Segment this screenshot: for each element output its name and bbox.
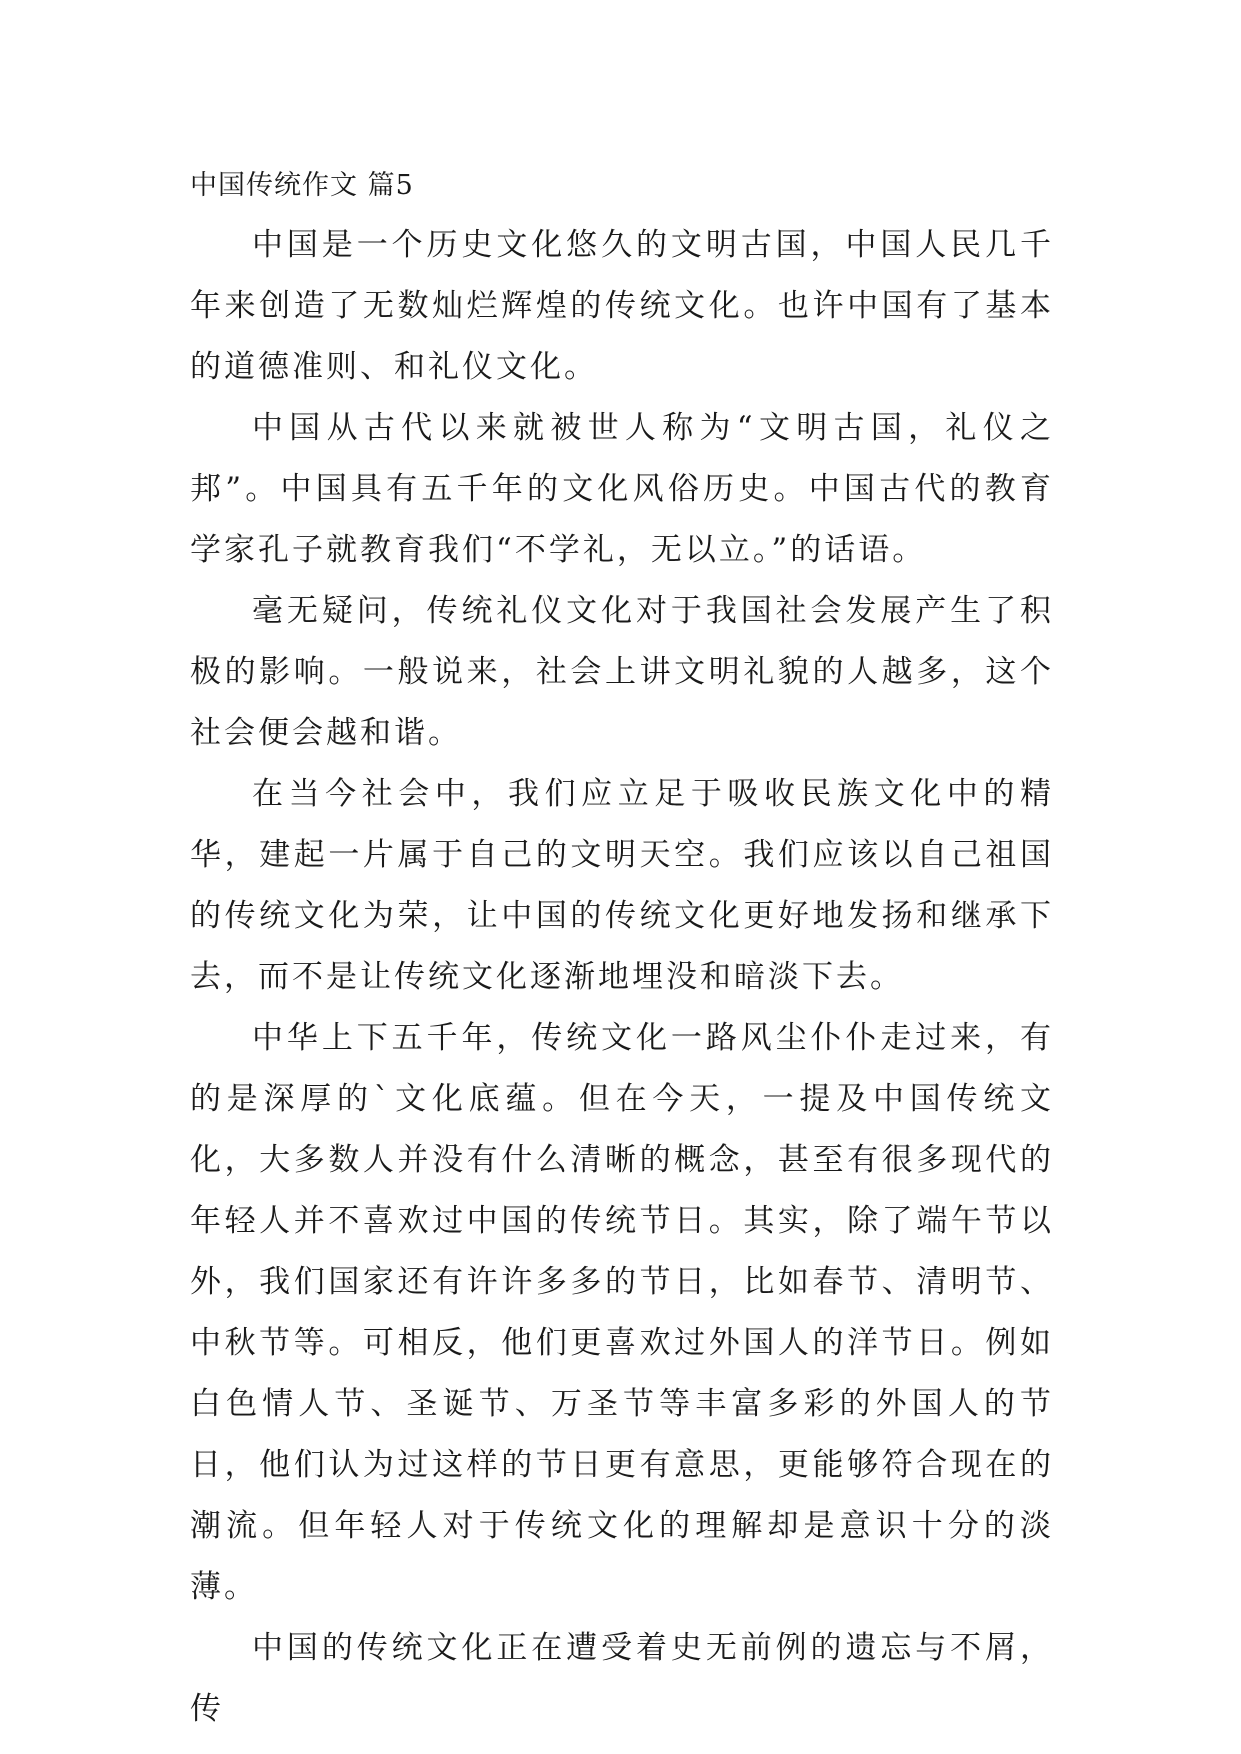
document-title: 中国传统作文 篇5	[190, 170, 414, 201]
document-body	[190, 215, 1054, 1740]
paragraph-2: 中国从古代以来就被世人称为“文明古国，礼仪之邦”。中国具有五千年的文化风俗历史。中国古代的教育学家孔子就教育我们“不学礼，无以立。”的话语。	[190, 410, 1054, 568]
paragraph-4: 在当今社会中，我们应立足于吸收民族文化中的精华，建起一片属于自己的文明天空。我们应该以自己祖国的传统文化为荣，让中国的传统文化更好地发扬和继承下去，而不是让传统文化逐渐地埋没和暗淡下去。	[190, 776, 1054, 995]
paragraph-6: 中国的传统文化正在遭受着史无前例的遗忘与不屑，传	[190, 1630, 1054, 1727]
paragraph-3: 毫无疑问，传统礼仪文化对于我国社会发展产生了积极的影响。一般说来，社会上讲文明礼貌的人越多，这个社会便会越和谐。	[190, 593, 1054, 751]
paragraph-5: 中华上下五千年，传统文化一路风尘仆仆走过来，有的是深厚的`文化底蕴。但在今天，一提及中国传统文化，大多数人并没有什么清晰的概念，甚至有很多现代的年轻人并不喜欢过中国的传统节日。其实，除了端午节以外，我们国家还有许许多多的节日，比如春节、清明节、中秋节等。可相反，他们更喜欢过外国人的洋节日。例如白色情人节、圣诞节、万圣节等丰富多彩的外国人的节日，他们认为过这样的节日更有意思，更能够符合现在的潮流。但年轻人对于传统文化的理解却是意识十分的淡薄。	[190, 1020, 1054, 1605]
paragraph-1: 中国是一个历史文化悠久的文明古国，中国人民几千年来创造了无数灿烂辉煌的传统文化。也许中国有了基本的道德准则、和礼仪文化。	[190, 227, 1054, 385]
